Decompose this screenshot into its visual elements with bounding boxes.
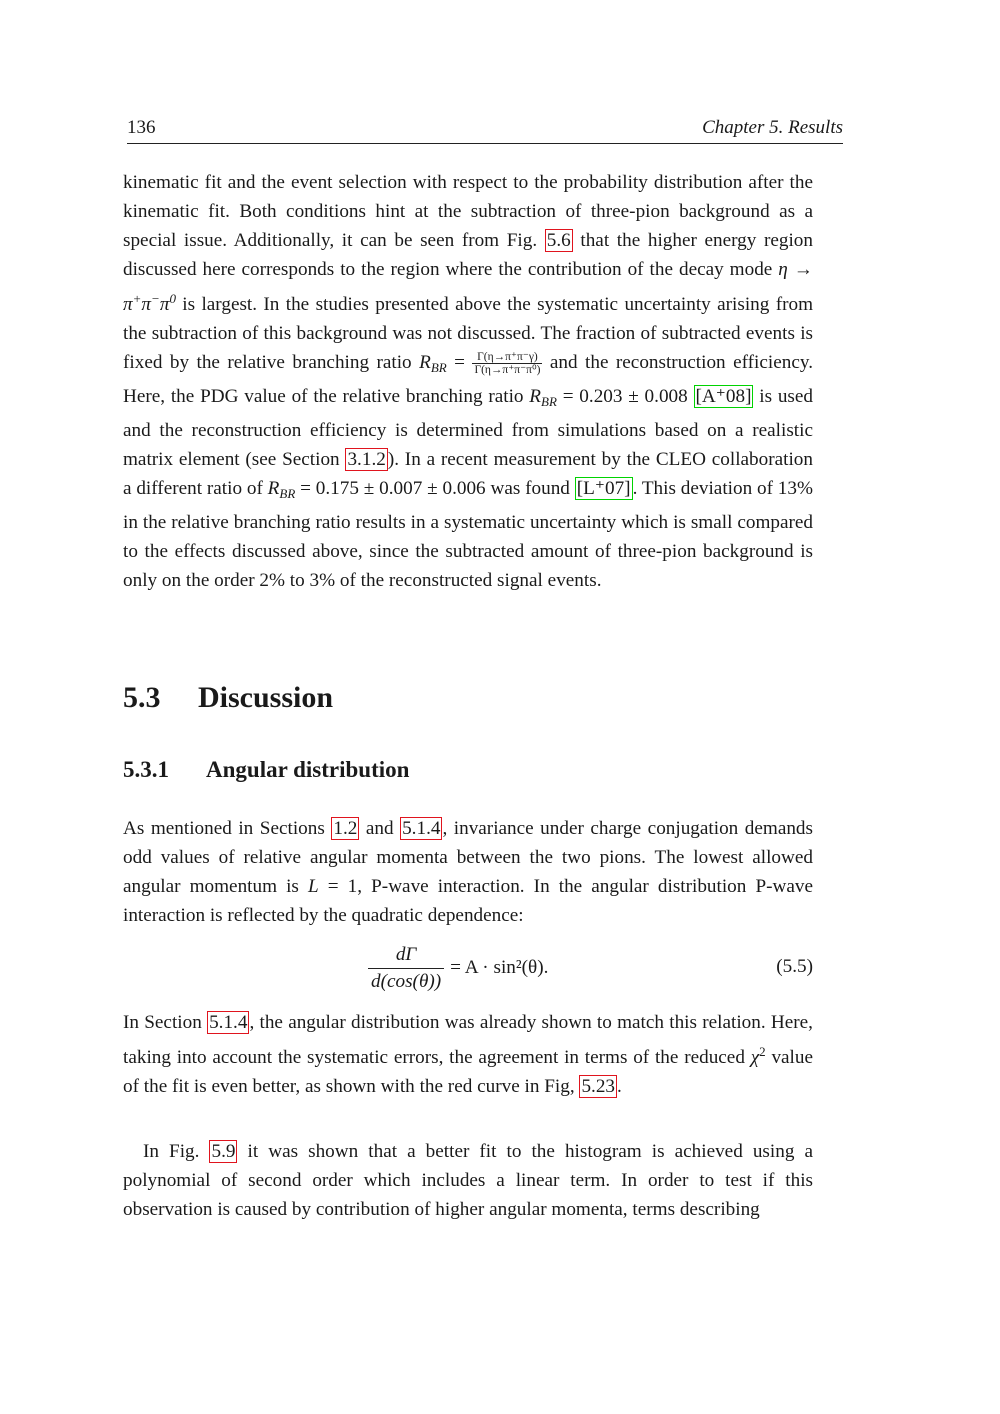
decay-mode: $\eta \to \pi^+\pi^-\pi^0$ <box>123 259 813 315</box>
figure-link-5-9[interactable]: 5.9 <box>211 1141 236 1162</box>
text: . This deviation of 13% in the relative branching ratio results in a systematic uncertainty which is small compared to the effects discussed above, since the subtracted amount of three-pion background is only on the order 2% to 3% of the reconstructed signal events. <box>123 478 813 591</box>
section-heading <box>123 681 333 715</box>
rbr-symbol: $R_{BR}$ <box>529 386 557 409</box>
text: . <box>617 1076 622 1097</box>
branching-ratio-fraction: $\frac{\Gamma(\eta\to\pi^+\pi^-\gamma)}{\text{Γ(η→π⁺π⁻π⁰)}}$ <box>474 351 541 377</box>
running-header <box>127 117 843 144</box>
text: As mentioned in Sections <box>123 818 332 839</box>
equation-body <box>368 940 548 996</box>
section-number: 5.3 <box>123 681 161 714</box>
text: and <box>359 818 401 839</box>
chi-symbol: χ <box>750 1047 760 1068</box>
paragraph-agreement <box>123 1008 813 1101</box>
text: , the angular distribution was already shown to match this relation. Here, taking into account the systematic errors, the agreement in terms of the reduced <box>123 1012 813 1068</box>
angular-momentum-symbol: L <box>308 876 319 897</box>
text: = 0.175 ± 0.007 ± 0.006 was found <box>295 478 575 499</box>
equation-numerator: dΓ <box>368 944 444 969</box>
rbr-symbol: $R_{BR}$ <box>419 352 447 375</box>
section-link-5-1-4[interactable]: 5.1.4 <box>402 818 441 839</box>
text: is used and the reconstruction efficiency is determined from simulations based on a realistic matrix element (see Section <box>123 386 813 470</box>
chi-exponent: 2 <box>759 1044 766 1059</box>
subsection-title: Angular distribution <box>206 757 410 782</box>
rbr-symbol: $R_{BR}$ <box>267 478 296 501</box>
text: is largest. In the studies presented above the systematic uncertainty arising from the subtraction of this background was not discussed. The fraction of subtracted events is fixed by the relative branching ratio <box>123 294 813 373</box>
text: ). In a recent measurement by the CLEO collaboration a different ratio of <box>123 449 813 499</box>
subsection-number: 5.3.1 <box>123 757 169 782</box>
equation-5-5 <box>123 940 813 1000</box>
text: kinematic fit and the event selection with respect to the probability distribution after the kinematic fit. Both conditions hint at the subtraction of three-pion background as a special issue. Additionally, it can be seen from Fig. <box>123 172 813 251</box>
text: = 1, P-wave interaction. In the angular distribution P-wave interaction is reflected by the quadratic dependence: <box>123 876 813 926</box>
text: that the higher energy region discussed here corresponds to the region where the contribution of the decay mode <box>123 230 813 280</box>
equation-rhs: = A · sin²(θ). <box>450 957 549 978</box>
text: = 0.203 ± 0.008 <box>556 386 694 407</box>
section-link-3-1-2[interactable]: 3.1.2 <box>347 449 386 470</box>
page-number: 136 <box>127 117 156 138</box>
text: value of the fit is even better, as shown with the red curve in Fig, <box>123 1047 813 1097</box>
equation-denominator: d(cos(θ)) <box>371 970 442 992</box>
paragraph-three-pion-background: kinematic fit and the event selection with respect to the probability distribution after the kinematic fit. Both conditions hint at the subtraction of three-pion background as a special issue. Additionally, it can be seen from Fig. 5.6 that the higher energy region discussed here corresponds to the region where the contribution of the decay mode $\eta \to \pi^+\pi^-\pi^0$ is largest. In the studies presented above the systematic uncertainty arising from the subtraction of this background was not discussed. The fraction of subtracted events is fixed by the relative branching ratio $R_{BR}$ = $\frac{\Gamma(\eta\to\pi^+\pi^-\gamma)}{\text{Γ(η→π⁺π⁻π⁰)}}$ and the reconstruction efficiency. Here, the PDG value of the relative branching ratio $R_{BR} = 0.203 \pm 0.008$ [A⁺08] is used and the reconstruction efficiency is determined from simulations based on a realistic matrix element (see Section 3.1.2 ). In a recent measurement by the CLEO collaboration a different ratio of $R_{BR} = 0.175 \pm 0.007 \pm 0.006$ was found [L⁺07] . This deviation of 13% in the relative branching ratio results in a systematic uncertainty which is small compared to the effects discussed above, since the subtracted amount of three-pion background is only on the order 2% to 3% of the reconstructed signal events. <box>123 172 813 591</box>
paragraph-polynomial-fit <box>123 1137 813 1224</box>
figure-link-5-23[interactable]: 5.23 <box>581 1076 616 1097</box>
subsection-heading <box>123 757 409 783</box>
section-link-5-1-4[interactable]: 5.1.4 <box>209 1012 248 1033</box>
text: In Section <box>123 1012 208 1033</box>
figure-link-5-6[interactable]: 5.6 <box>546 230 571 251</box>
text: , invariance under charge conjugation demands odd values of relative angular momenta between the two pions. The lowest allowed angular momentum is <box>123 818 813 897</box>
chapter-title: Chapter 5. Results <box>702 117 843 138</box>
text: it was shown that a better fit to the histogram is achieved using a polynomial of second order which includes a linear term. In order to test if this observation is caused by contribution of higher angular momenta, terms describing <box>123 1141 813 1220</box>
section-title: Discussion <box>198 681 334 714</box>
equation-fraction <box>368 944 444 993</box>
text: and the reconstruction efficiency. Here, the PDG value of the relative branching ratio <box>123 352 813 407</box>
text: In Fig. <box>143 1141 210 1162</box>
equation-number: (5.5) <box>776 956 813 977</box>
section-link-1-2[interactable]: 1.2 <box>333 818 358 839</box>
citation-link-l07[interactable]: [L⁺07] <box>576 478 631 499</box>
citation-link-a08[interactable]: [A⁺08] <box>695 386 752 407</box>
paragraph-angular-momentum <box>123 814 813 930</box>
